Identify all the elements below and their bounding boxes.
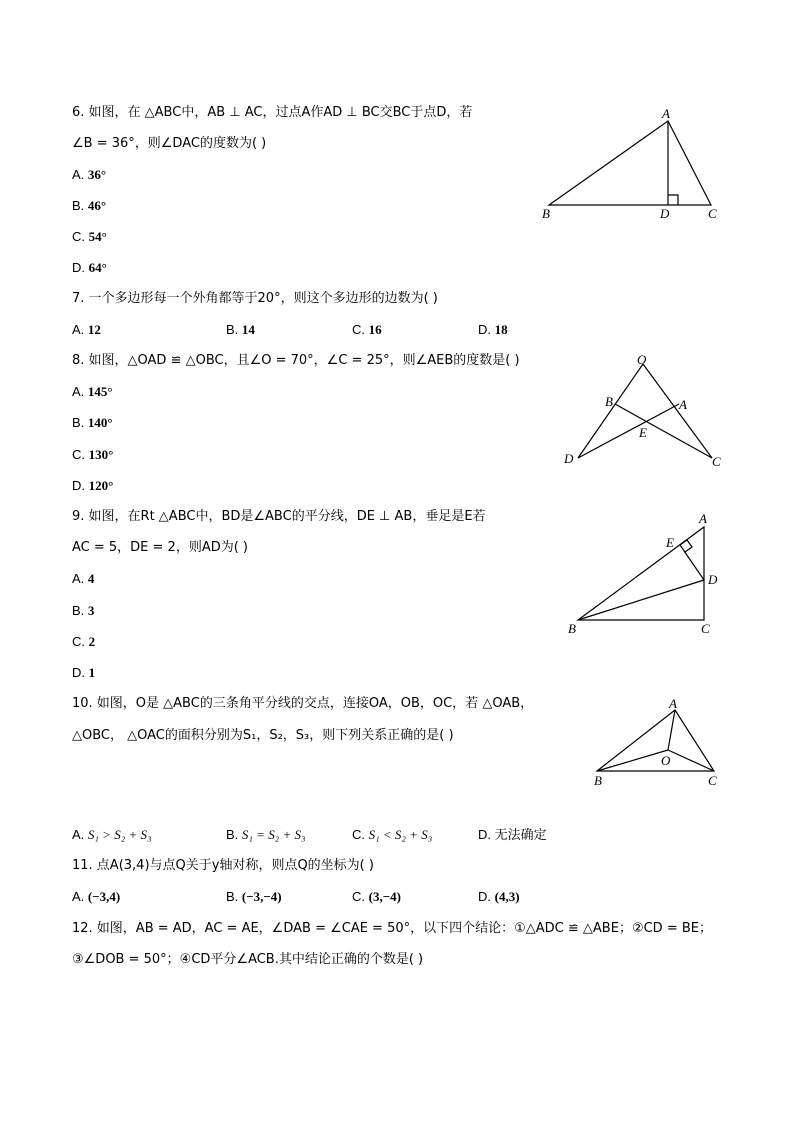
- q7-option-c[interactable]: C. 16: [352, 322, 382, 337]
- q6-option-d[interactable]: D. 64°: [72, 260, 107, 275]
- q6-label-c: C: [708, 206, 717, 221]
- q8-label-o: O: [637, 352, 647, 367]
- q6-stem-line1: 6. 如图，在 △ABC中，AB ⊥ AC，过点A作AD ⊥ BC交BC于点D，若: [72, 105, 473, 120]
- q6-option-c[interactable]: C. 54°: [72, 229, 107, 244]
- q10-option-a[interactable]: A. S₁ > S₂ + S₃: [72, 827, 152, 842]
- q10-triangle-abc: [597, 710, 714, 771]
- q8-label-a: A: [679, 397, 687, 412]
- q8-label-c: C: [712, 454, 721, 469]
- q9-option-c[interactable]: C. 2: [72, 634, 96, 649]
- q9-label-d: D: [708, 572, 718, 587]
- q9-label-e: E: [666, 535, 674, 550]
- q6-stem-line2: ∠B = 36°，则∠DAC的度数为( ): [72, 136, 267, 151]
- q10-segment-oa: [668, 710, 675, 750]
- q8-option-c[interactable]: C. 130°: [72, 447, 114, 462]
- q6-label-b: B: [542, 206, 550, 221]
- q10-option-d[interactable]: D. 无法确定: [478, 827, 547, 843]
- q9-label-b: B: [568, 621, 576, 636]
- q9-option-b[interactable]: B. 3: [72, 603, 95, 618]
- q9-label-c: C: [701, 621, 710, 636]
- q10-option-b[interactable]: B. S₁ = S₂ + S₃: [226, 827, 306, 842]
- q12-stem-line2: ③∠DOB = 50°；④CD平分∠ACB.其中结论正确的个数是( ): [72, 952, 424, 967]
- q11-option-d[interactable]: D. (4,3): [478, 889, 520, 904]
- q12-stem-line1: 12. 如图，AB = AD，AC = AE，∠DAB = ∠CAE = 50°，以下四个结论：①△ADC ≌ △ABE；②CD = BE；: [72, 921, 712, 936]
- q8-option-a[interactable]: A. 145°: [72, 384, 113, 399]
- q9-right-angle-mark: [680, 540, 692, 552]
- q7-option-a[interactable]: A. 12: [72, 322, 101, 337]
- q9-option-d[interactable]: D. 1: [72, 665, 96, 680]
- q9-perpendicular-de: [680, 545, 704, 580]
- q9-stem-line2: AC = 5，DE = 2，则AD为( ): [72, 540, 249, 555]
- q10-stem-line2: △OBC， △OAC的面积分别为S₁，S₂，S₃，则下列关系正确的是( ): [72, 728, 454, 743]
- q7-stem: 7. 一个多边形每一个外角都等于20°，则这个多边形的边数为( ): [72, 291, 438, 306]
- q7-option-b[interactable]: B. 14: [226, 322, 255, 337]
- q11-option-c[interactable]: C. (3,−4): [352, 889, 401, 904]
- q8-label-d: D: [564, 451, 574, 466]
- q9-bisector-bd: [578, 580, 704, 620]
- q8-label-b: B: [605, 394, 613, 409]
- q6-option-a[interactable]: A. 36°: [72, 167, 107, 182]
- q11-option-a[interactable]: A. (−3,4): [72, 889, 121, 904]
- q8-label-e: E: [639, 425, 647, 440]
- q8-line-od: [578, 364, 643, 458]
- q8-option-b[interactable]: B. 140°: [72, 415, 113, 430]
- q10-label-o: O: [661, 753, 671, 768]
- q10-option-c[interactable]: C. S₁ < S₂ + S₃: [352, 827, 433, 842]
- q10-label-b: B: [594, 773, 602, 788]
- q6-triangle-abc: [549, 121, 711, 205]
- q7-option-d[interactable]: D. 18: [478, 322, 508, 337]
- q9-stem-line1: 9. 如图，在Rt △ABC中，BD是∠ABC的平分线，DE ⊥ AB，垂足是E若: [72, 509, 486, 524]
- q10-label-a: A: [669, 696, 677, 711]
- q9-label-a: A: [699, 511, 707, 526]
- q10-label-c: C: [708, 773, 717, 788]
- q10-stem-line1: 10. 如图，O是 △ABC的三条角平分线的交点，连接OA，OB，OC，若 △OAB，: [72, 696, 534, 711]
- q9-option-a[interactable]: A. 4: [72, 571, 95, 586]
- q8-option-d[interactable]: D. 120°: [72, 478, 114, 493]
- q11-option-b[interactable]: B. (−3,−4): [226, 889, 282, 904]
- q6-right-angle-mark: [668, 195, 678, 205]
- q8-stem: 8. 如图，△OAD ≌ △OBC，且∠O = 70°，∠C = 25°，则∠AEB的度数是( ): [72, 353, 520, 368]
- q8-line-oc: [643, 364, 712, 458]
- q6-label-d: D: [660, 206, 670, 221]
- q10-segment-ob: [597, 750, 668, 771]
- q6-option-b[interactable]: B. 46°: [72, 198, 107, 213]
- q11-stem: 11. 点A(3,4)与点Q关于y轴对称，则点Q的坐标为( ): [72, 858, 374, 873]
- q6-label-a: A: [662, 106, 670, 121]
